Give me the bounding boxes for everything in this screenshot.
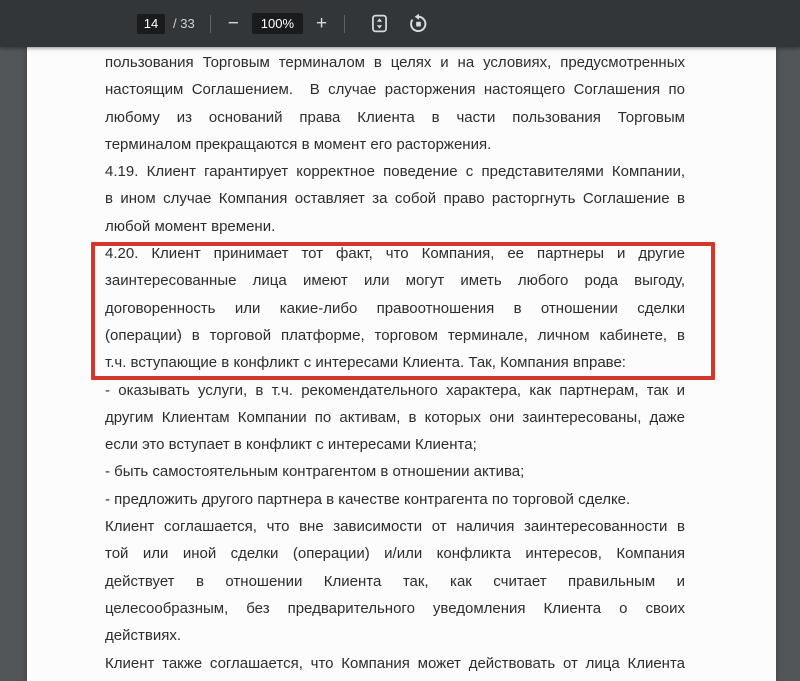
toolbar-controls — [137, 0, 438, 47]
rotate-button[interactable] — [406, 13, 431, 34]
text-line: - предложить другого партнера в качестве контрагента по торговой сделке. — [105, 490, 631, 508]
toolbar-separator — [210, 15, 211, 33]
rotate-counterclockwise-icon — [408, 13, 429, 34]
text-line: пользования Торговым терминалом в целях и на условиях, предусмотренных — [105, 54, 685, 71]
text-line: действует в отношении Клиента так, как считает правильным и — [105, 572, 685, 590]
pdf-viewport[interactable] — [0, 47, 800, 681]
page-count-label: / 33 — [173, 16, 195, 31]
text-line: - быть самостоятельным контрагентом в отношении актива; — [105, 463, 525, 481]
text-line: целесообразным, без предварительного уведомления Клиента о своих — [105, 599, 685, 617]
text-lines — [105, 49, 685, 677]
text-line: другим Клиентам Компании по активам, в которых они заинтересованы, даже — [105, 408, 685, 426]
pdf-toolbar — [0, 0, 800, 47]
zoom-level-display: 100% — [252, 13, 303, 34]
text-line: терминалом прекращаются в момент его расторжения. — [105, 135, 492, 153]
text-line: Клиент соглашается, что вне зависимости от наличия заинтересованности в — [105, 518, 685, 536]
text-line: настоящим Соглашением. В случае расторжения настоящего Соглашения по — [105, 81, 685, 99]
text-line: действиях. — [105, 627, 181, 645]
text-line: договоренность или какие-либо правоотношения в отношении сделки — [105, 299, 685, 317]
text-line: 4.20. Клиент принимает тот факт, что Компания, ее партнеры и другие — [105, 245, 685, 263]
text-line: любой момент времени. — [105, 217, 276, 235]
text-line: если это вступает в конфликт с интересами Клиента; — [105, 436, 477, 454]
pdf-page — [27, 47, 776, 681]
text-line: (операции) в торговой платформе, торговом терминале, личном кабинете, в — [105, 326, 685, 344]
text-line: т.ч. вступающие в конфликт с интересами Клиента. Так, Компания вправе: — [105, 354, 626, 372]
text-line: заинтересованные лица имеют или могут иметь любого рода выгоду, — [105, 272, 685, 290]
text-line: той или иной сделки (операции) и/или конфликта интересов, Компания — [105, 545, 685, 563]
zoom-in-button[interactable]: + — [316, 13, 328, 34]
text-line: любому из оснований права Клиента в части пользования Торговым — [105, 108, 685, 126]
text-line: - оказывать услуги, в т.ч. рекомендательного характера, как партнерам, так и — [105, 381, 685, 399]
fit-to-page-button[interactable] — [367, 13, 392, 34]
page-number-input[interactable] — [137, 14, 165, 34]
toolbar-separator — [344, 15, 345, 33]
zoom-out-button[interactable]: − — [227, 13, 239, 34]
text-line: в ином случае Компания оставляет за собой право расторгнуть Соглашение в — [105, 190, 685, 208]
fit-to-page-icon — [369, 13, 390, 34]
text-line: 4.19. Клиент гарантирует корректное поведение с представителями Компании, — [105, 163, 685, 181]
text-line: Клиент также соглашается, что Компания может действовать от лица Клиента — [105, 654, 685, 672]
